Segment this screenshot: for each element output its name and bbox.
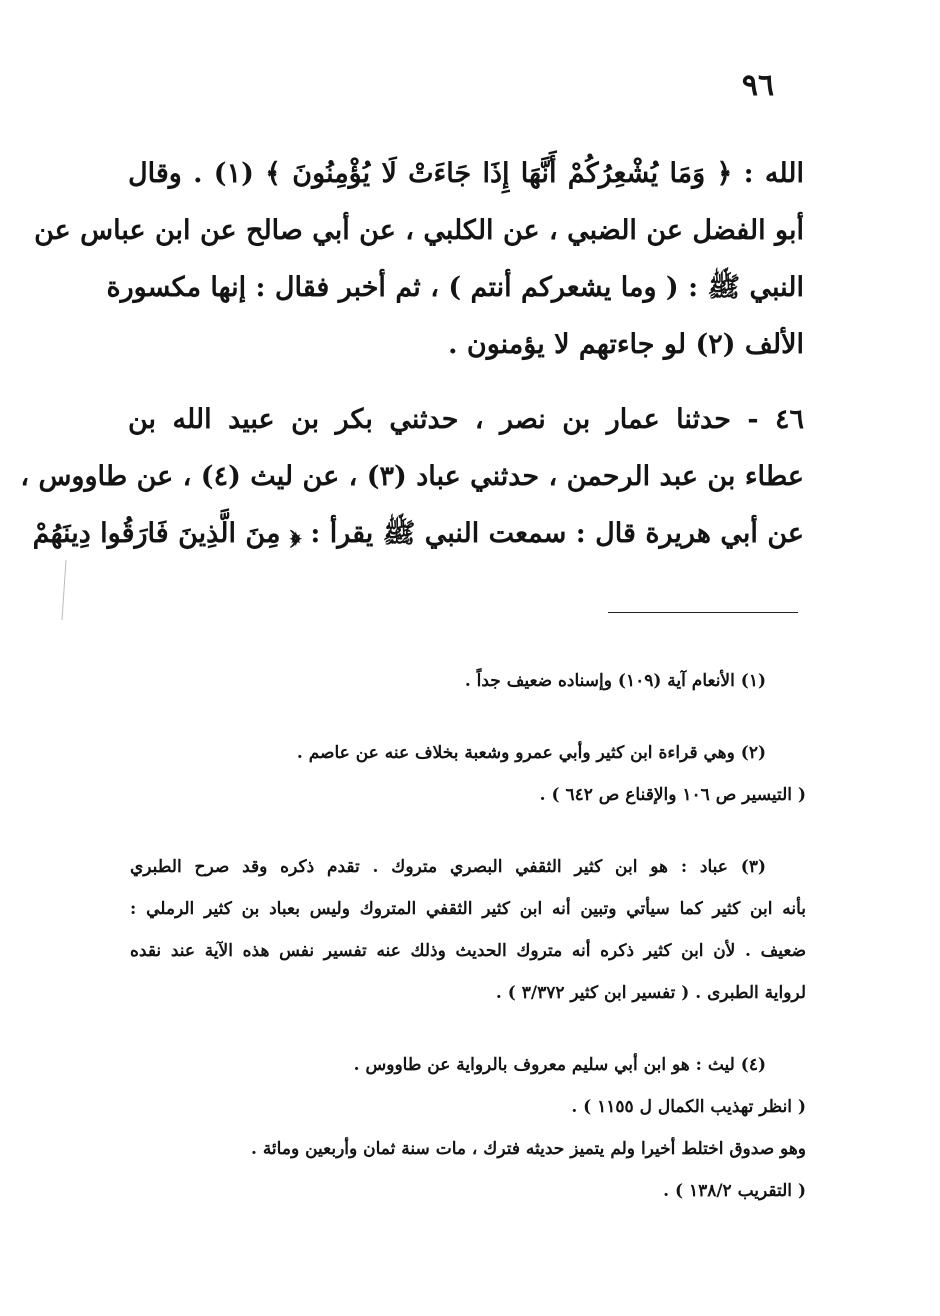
footnote-line: ( التيسير ص ١٠٦ والإقناع ص ٦٤٢ ) .: [539, 785, 806, 805]
footnote-line: (١) الأنعام آية (١٠٩) وإسناده ضعيف جداً .: [464, 671, 766, 691]
footnote-line: (٤) ليث : هو ابن أبي سليم معروف بالرواية عن طاووس .: [353, 1055, 766, 1075]
text-line: أبو الفضل عن الضبي ، عن الكلبي ، عن أبي صالح عن ابن عباس عن: [34, 215, 804, 246]
text-line: عطاء بن عبد الرحمن ، حدثني عباد (٣) ، عن ليث (٤) ، عن طاووس ،: [20, 461, 804, 492]
spacer: [130, 1014, 806, 1044]
footnote-line: ضعيف . لأن ابن كثير ذكره أنه متروك الحديث وذلك عنه تفسير نفس هذه الآية عند نقده: [130, 941, 806, 961]
footnote-line: ( انظر تهذيب الكمال ل ١١٥٥ ) .: [571, 1097, 806, 1117]
text-line: النبي ﷺ : ( وما يشعركم أنتم ) ، ثم أخبر فقال : إنها مكسورة: [106, 272, 804, 303]
footnote-line: (٣) عباد : هو ابن كثير الثقفي البصري متروك . تقدم ذكره وقد صرح الطبري: [130, 857, 766, 877]
footnote-2: [130, 732, 806, 816]
footnote-4: [130, 1044, 806, 1212]
footnote-line: ( التقريب ١٣٨/٢ ) .: [663, 1181, 806, 1201]
footnotes: [130, 660, 806, 1212]
spacer: [130, 702, 806, 732]
text-line: ٤٦ - حدثنا عمار بن نصر ، حدثني بكر بن عبيد الله بن: [128, 404, 804, 435]
page-number: ٩٦: [741, 68, 775, 103]
text-line: عن أبي هريرة قال : سمعت النبي ﷺ يقرأ : ﴿ مِنَ الَّذِينَ فَارَقُوا دِينَهُمْ: [32, 518, 804, 549]
spacer: [130, 816, 806, 846]
footnote-1: [130, 660, 806, 702]
footnote-line: لرواية الطبرى . ( تفسير ابن كثير ٣/٣٧٢ ) .: [495, 983, 806, 1003]
main-text: [20, 145, 805, 562]
footnote-divider: [608, 612, 798, 613]
footnote-line: (٢) وهي قراءة ابن كثير وأبي عمرو وشعبة بخلاف عنه عن عاصم .: [296, 743, 766, 763]
footnote-line: وهو صدوق اختلط أخيرا ولم يتميز حديثه فترك ، مات سنة ثمان وأربعين ومائة .: [250, 1139, 806, 1159]
paragraph-2: [20, 391, 804, 562]
footnote-3: [130, 846, 806, 1014]
scan-mark-line: [62, 560, 66, 620]
text-line: الله : ﴿ وَمَا يُشْعِرُكُمْ أَنَّهَا إِذَا جَاءَتْ لَا يُؤْمِنُونَ ﴾ (١) . وقال: [128, 158, 805, 189]
text-line: الألف (٢) لو جاءتهم لا يؤمنون .: [448, 329, 804, 360]
paragraph-1: [34, 145, 805, 373]
footnote-line: بأنه ابن كثير كما سيأتي وتبين أنه ابن كثير الثقفي المتروك وليس بعباد بن كثير الرملي :: [130, 899, 806, 919]
